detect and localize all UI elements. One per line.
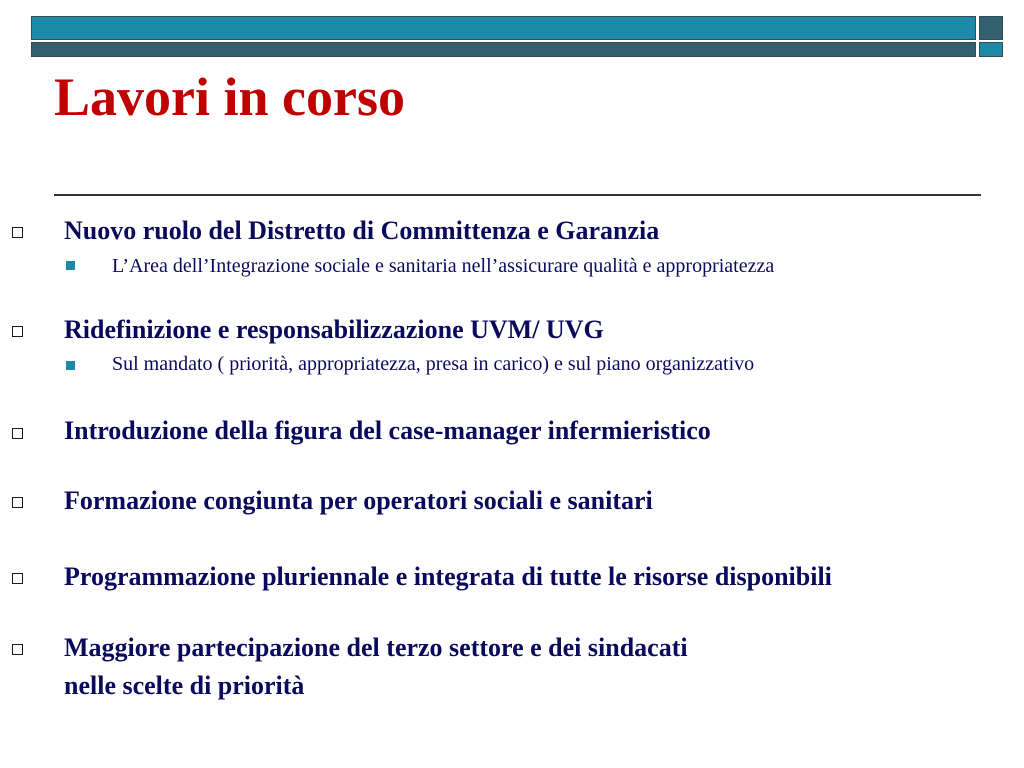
sub-bullet-text: Sul mandato ( priorità, appropriatezza, presa in carico) e sul piano organizzativo <box>112 353 755 375</box>
bullet-text-continuation: nelle scelte di priorità <box>64 671 305 700</box>
header-square-top <box>979 16 1003 40</box>
bullet-text: Nuovo ruolo del Distretto di Committenza e Garanzia <box>64 216 660 245</box>
title-divider <box>54 194 981 196</box>
hollow-square-bullet-icon <box>12 573 23 584</box>
filled-square-bullet-icon <box>66 261 75 270</box>
header-bar-top <box>31 16 976 40</box>
bullet-text: Introduzione della figura del case-manager infermieristico <box>64 416 711 445</box>
sub-bullet-text: L’Area dell’Integrazione sociale e sanitaria nell’assicurare qualità e appropriatezza <box>112 255 775 277</box>
hollow-square-bullet-icon <box>12 227 23 238</box>
bullet-text: Formazione congiunta per operatori sociali e sanitari <box>64 486 653 515</box>
filled-square-bullet-icon <box>66 361 75 370</box>
hollow-square-bullet-icon <box>12 326 23 337</box>
hollow-square-bullet-icon <box>12 428 23 439</box>
header-square-bottom <box>979 42 1003 57</box>
hollow-square-bullet-icon <box>12 644 23 655</box>
bullet-text: Maggiore partecipazione del terzo settore e dei sindacati <box>64 633 688 662</box>
hollow-square-bullet-icon <box>12 497 23 508</box>
slide-title: Lavori in corso <box>54 67 405 127</box>
bullet-text: Ridefinizione e responsabilizzazione UVM/ UVG <box>64 315 604 344</box>
header-bar-bottom <box>31 42 976 57</box>
bullet-text: Programmazione pluriennale e integrata di tutte le risorse disponibili <box>64 562 832 591</box>
